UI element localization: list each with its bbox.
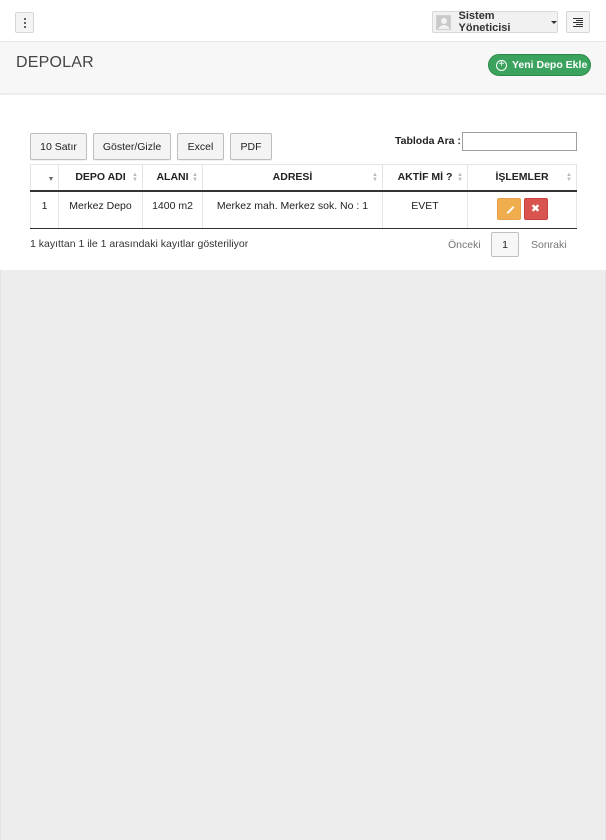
sort-desc-icon [49,177,53,181]
delete-button[interactable] [524,198,548,220]
sort-icon: ▲ ▼ [566,172,572,183]
rows-per-page-button[interactable]: 10 Satır [30,133,87,160]
column-header-index[interactable] [31,165,59,191]
cell-actions [468,191,577,229]
page-number-button[interactable]: 1 [491,232,519,257]
sort-icon: ▲ ▼ [372,172,378,183]
table-info: 1 kayıttan 1 ile 1 arasındaki kayıtlar gösteriliyor [30,238,249,250]
menu-toggle-button[interactable] [15,12,34,33]
user-menu-button[interactable] [432,11,558,33]
edit-button[interactable] [497,198,521,220]
next-page-link[interactable]: Sonraki [531,239,567,251]
warehouse-table [30,164,577,229]
column-header-active[interactable]: AKTİF Mİ ? ▲ ▼ [383,165,468,191]
search-input[interactable] [462,132,577,151]
top-navbar [0,0,606,42]
column-header-actions[interactable]: İŞLEMLER ▲ ▼ [468,165,577,191]
list-icon [573,18,583,27]
previous-page-link[interactable]: Önceki [448,239,481,251]
add-warehouse-button[interactable] [488,54,591,76]
pencil-icon [506,206,514,214]
cell-address: Merkez mah. Merkez sok. No : 1 [203,191,383,229]
close-icon: ✖ [530,202,541,215]
plus-circle-icon: + [496,60,507,71]
sort-icon: ▲ ▼ [192,172,198,183]
sidebar-toggle-button[interactable] [566,11,590,33]
user-name: Sistem Yöneticisi [458,10,511,34]
table-row [31,191,577,229]
column-visibility-button[interactable]: Göster/Gizle [93,133,171,160]
cell-area: 1400 m2 [143,191,203,229]
search-label: Tabloda Ara : [395,135,461,147]
pdf-export-button[interactable]: PDF [230,133,272,160]
sort-icon: ▲ ▼ [132,172,138,183]
cell-name: Merkez Depo [59,191,143,229]
column-header-address[interactable]: ADRESİ ▲ ▼ [203,165,383,191]
vertical-dots-icon [24,18,26,28]
excel-export-button[interactable]: Excel [177,133,224,160]
page-title: DEPOLAR [16,54,94,71]
column-header-name[interactable]: DEPO ADI ▲ ▼ [59,165,143,191]
add-warehouse-label: Yeni Depo Ekle [512,59,588,71]
sort-icon: ▲ ▼ [457,172,463,183]
user-avatar-icon [436,15,451,30]
page-header [0,42,606,94]
cell-active: EVET [383,191,468,229]
cell-index: 1 [31,191,59,229]
caret-down-icon [551,21,557,24]
column-header-area[interactable]: ALANI ▲ ▼ [143,165,203,191]
